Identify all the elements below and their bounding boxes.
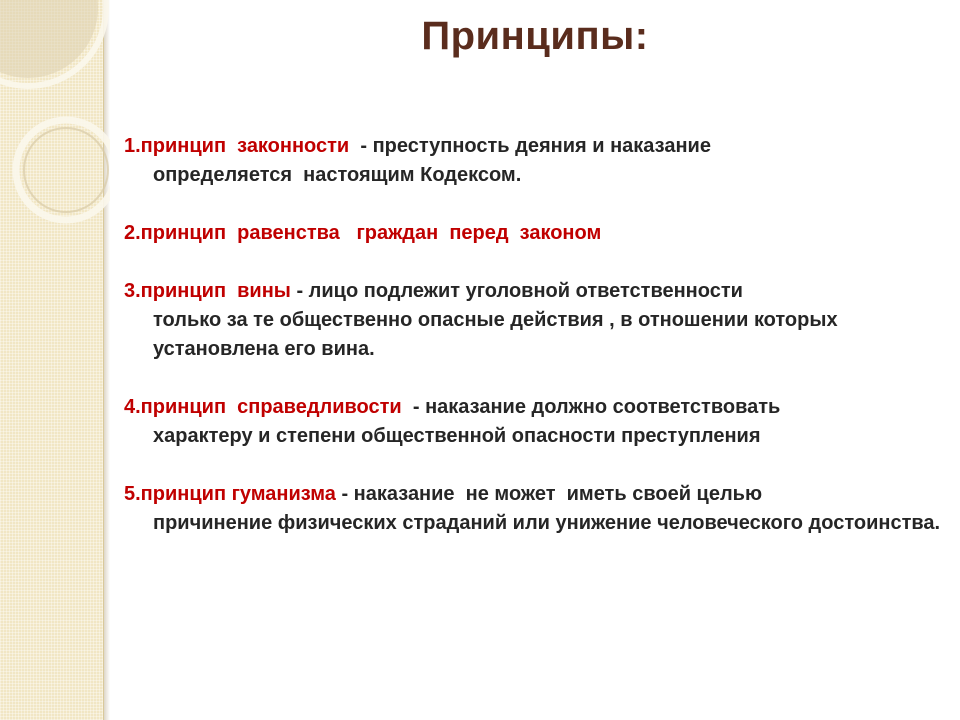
item-term: вины <box>231 280 291 302</box>
item-term: справедливости <box>231 396 402 418</box>
item-description-continued: только за те общественно опасные действия , в отношении которых установлена его вина. <box>153 309 844 360</box>
item-description-continued: определяется настоящим Кодексом. <box>153 164 522 186</box>
item-prefix: 2.принцип <box>124 222 232 244</box>
item-prefix: 3.принцип <box>124 280 232 302</box>
item-description: - наказание не может иметь своей целью <box>335 483 763 505</box>
item-term: законности <box>231 135 350 157</box>
slide-title: Принципы: <box>421 14 649 58</box>
item-description-continued: причинение физических страданий или унижение человеческого достоинства. <box>153 512 941 534</box>
item-description-continued: характеру и степени общественной опасности преступления <box>153 425 761 447</box>
item-prefix: 4.принцип <box>124 396 232 418</box>
deco-ring-small <box>16 120 110 220</box>
principles-list <box>124 132 944 538</box>
list-item <box>124 393 944 451</box>
list-item <box>124 132 944 190</box>
item-term: гуманизма <box>231 483 336 505</box>
list-item <box>124 277 944 364</box>
item-description: - наказание должно соответствовать <box>401 396 781 418</box>
item-description: - лицо подлежит уголовной ответственности <box>290 280 743 302</box>
item-prefix: 5.принцип <box>124 483 232 505</box>
deco-ring-small-shade <box>24 128 108 212</box>
item-description: - преступность деяния и наказание <box>349 135 711 157</box>
item-prefix: 1.принцип <box>124 135 232 157</box>
list-item <box>124 219 944 248</box>
list-item <box>124 480 944 538</box>
item-term: равенства граждан перед законом <box>231 222 602 244</box>
